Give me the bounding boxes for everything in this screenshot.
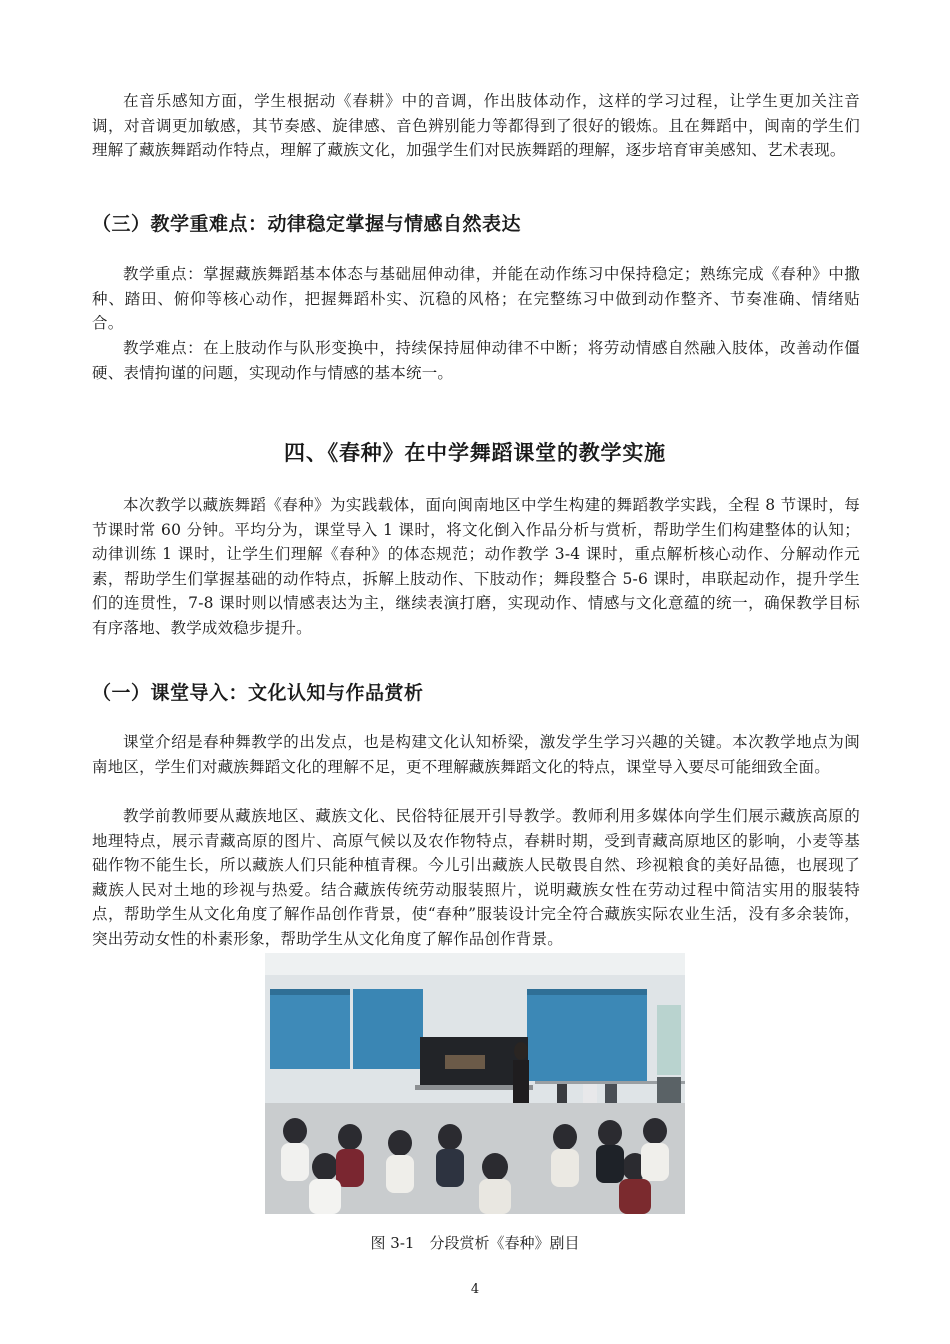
heading-section-four: 四、《春种》在中学舞蹈课堂的教学实施 — [284, 441, 666, 465]
paragraph-cultural-background: 教学前教师要从藏族地区、藏族文化、民俗特征展开引导教学。教师利用多媒体向学生们展示藏族高原的地理特点，展示青藏高原的图片、高原气候以及农作物特点，春耕时期，受到青藏高原地区的影响，小麦等基础作物不能生长，所以藏族人们只能种植青稞。今儿引出藏族人民敬畏自然、珍视粮食的美好品德，也展现了藏族人民对土地的珍视与热爱。结合藏族传统劳动服装照片，说明藏族女性在劳动过程中简洁实用的服装特点，帮助学生从文化角度了解作品创作背景，使“春种”服装设计完全符合藏族实际农业生活，没有多余装饰，突出劳动女性的朴素形象，帮助学生从文化角度了解作品创作背景。 — [92, 807, 860, 948]
paragraph-class-intro-purpose: 课堂介绍是春种舞教学的出发点，也是构建文化认知桥梁，激发学生学习兴趣的关键。本次教学地点为闽南地区，学生们对藏族舞蹈文化的理解不足，更不理解藏族舞蹈文化的特点，课堂导入要尽可能细致全面。 — [92, 733, 860, 776]
paragraph-music-perception: 在音乐感知方面，学生根据动《春耕》中的音调，作出肢体动作，这样的学习过程，让学生更加关注音调，对音调更加敏感，其节奏感、旋律感、音色辨别能力等都得到了很好的锻炼。且在舞蹈中，闽南的学生们理解了藏族舞蹈动作特点，理解了藏族文化，加强学生们对民族舞蹈的理解，逐步培育审美感知、艺术表现。 — [92, 92, 860, 160]
paragraph-teaching-plan: 本次教学以藏族舞蹈《春种》为实践载体，面向闽南地区中学生构建的舞蹈教学实践，全程 8 节课时，每节课时常 60 分钟。平均分为，课堂导入 1 课时，将文化倒入作品分析与赏析，帮助学生们构建整体的认知；动律训练 1 课时，让学生们理解《春种》的体态规范；动作教学 3-4 课时，重点解析核心动作、分解动作元素，帮助学生们掌握基础的动作特点，拆解上肢动作、下肢动作；舞段整合 5-6 课时，串联起动作，提升学生们的连贯性，7-8 课时则以情感表达为主，继续表演打磨，实现动作、情感与文化意蕴的统一，确保教学目标有序落地、教学成效稳步提升。 — [92, 496, 860, 637]
figure-caption: 图 3-1 分段赏析《春种》剧目 — [370, 1234, 580, 1252]
paragraph-teaching-focus: 教学重点：掌握藏族舞蹈基本体态与基础屈伸动律，并能在动作练习中保持稳定；熟练完成《春种》中撒种、踏田、俯仰等核心动作，把握舞蹈朴实、沉稳的风格；在完整练习中做到动作整齐、节奏准确、情绪贴合。 — [92, 265, 860, 333]
heading-teaching-difficulty: （三）教学重难点：动律稳定掌握与情感自然表达 — [92, 213, 522, 235]
classroom-photo — [265, 953, 685, 1214]
page-number: 4 — [470, 1282, 480, 1297]
paragraph-teaching-difficulty: 教学难点：在上肢动作与队形变换中，持续保持屈伸动律不中断；将劳动情感自然融入肢体，改善动作僵硬、表情拘谨的问题，实现动作与情感的基本统一。 — [92, 339, 860, 382]
heading-class-introduction: （一）课堂导入：文化认知与作品赏析 — [92, 682, 424, 704]
